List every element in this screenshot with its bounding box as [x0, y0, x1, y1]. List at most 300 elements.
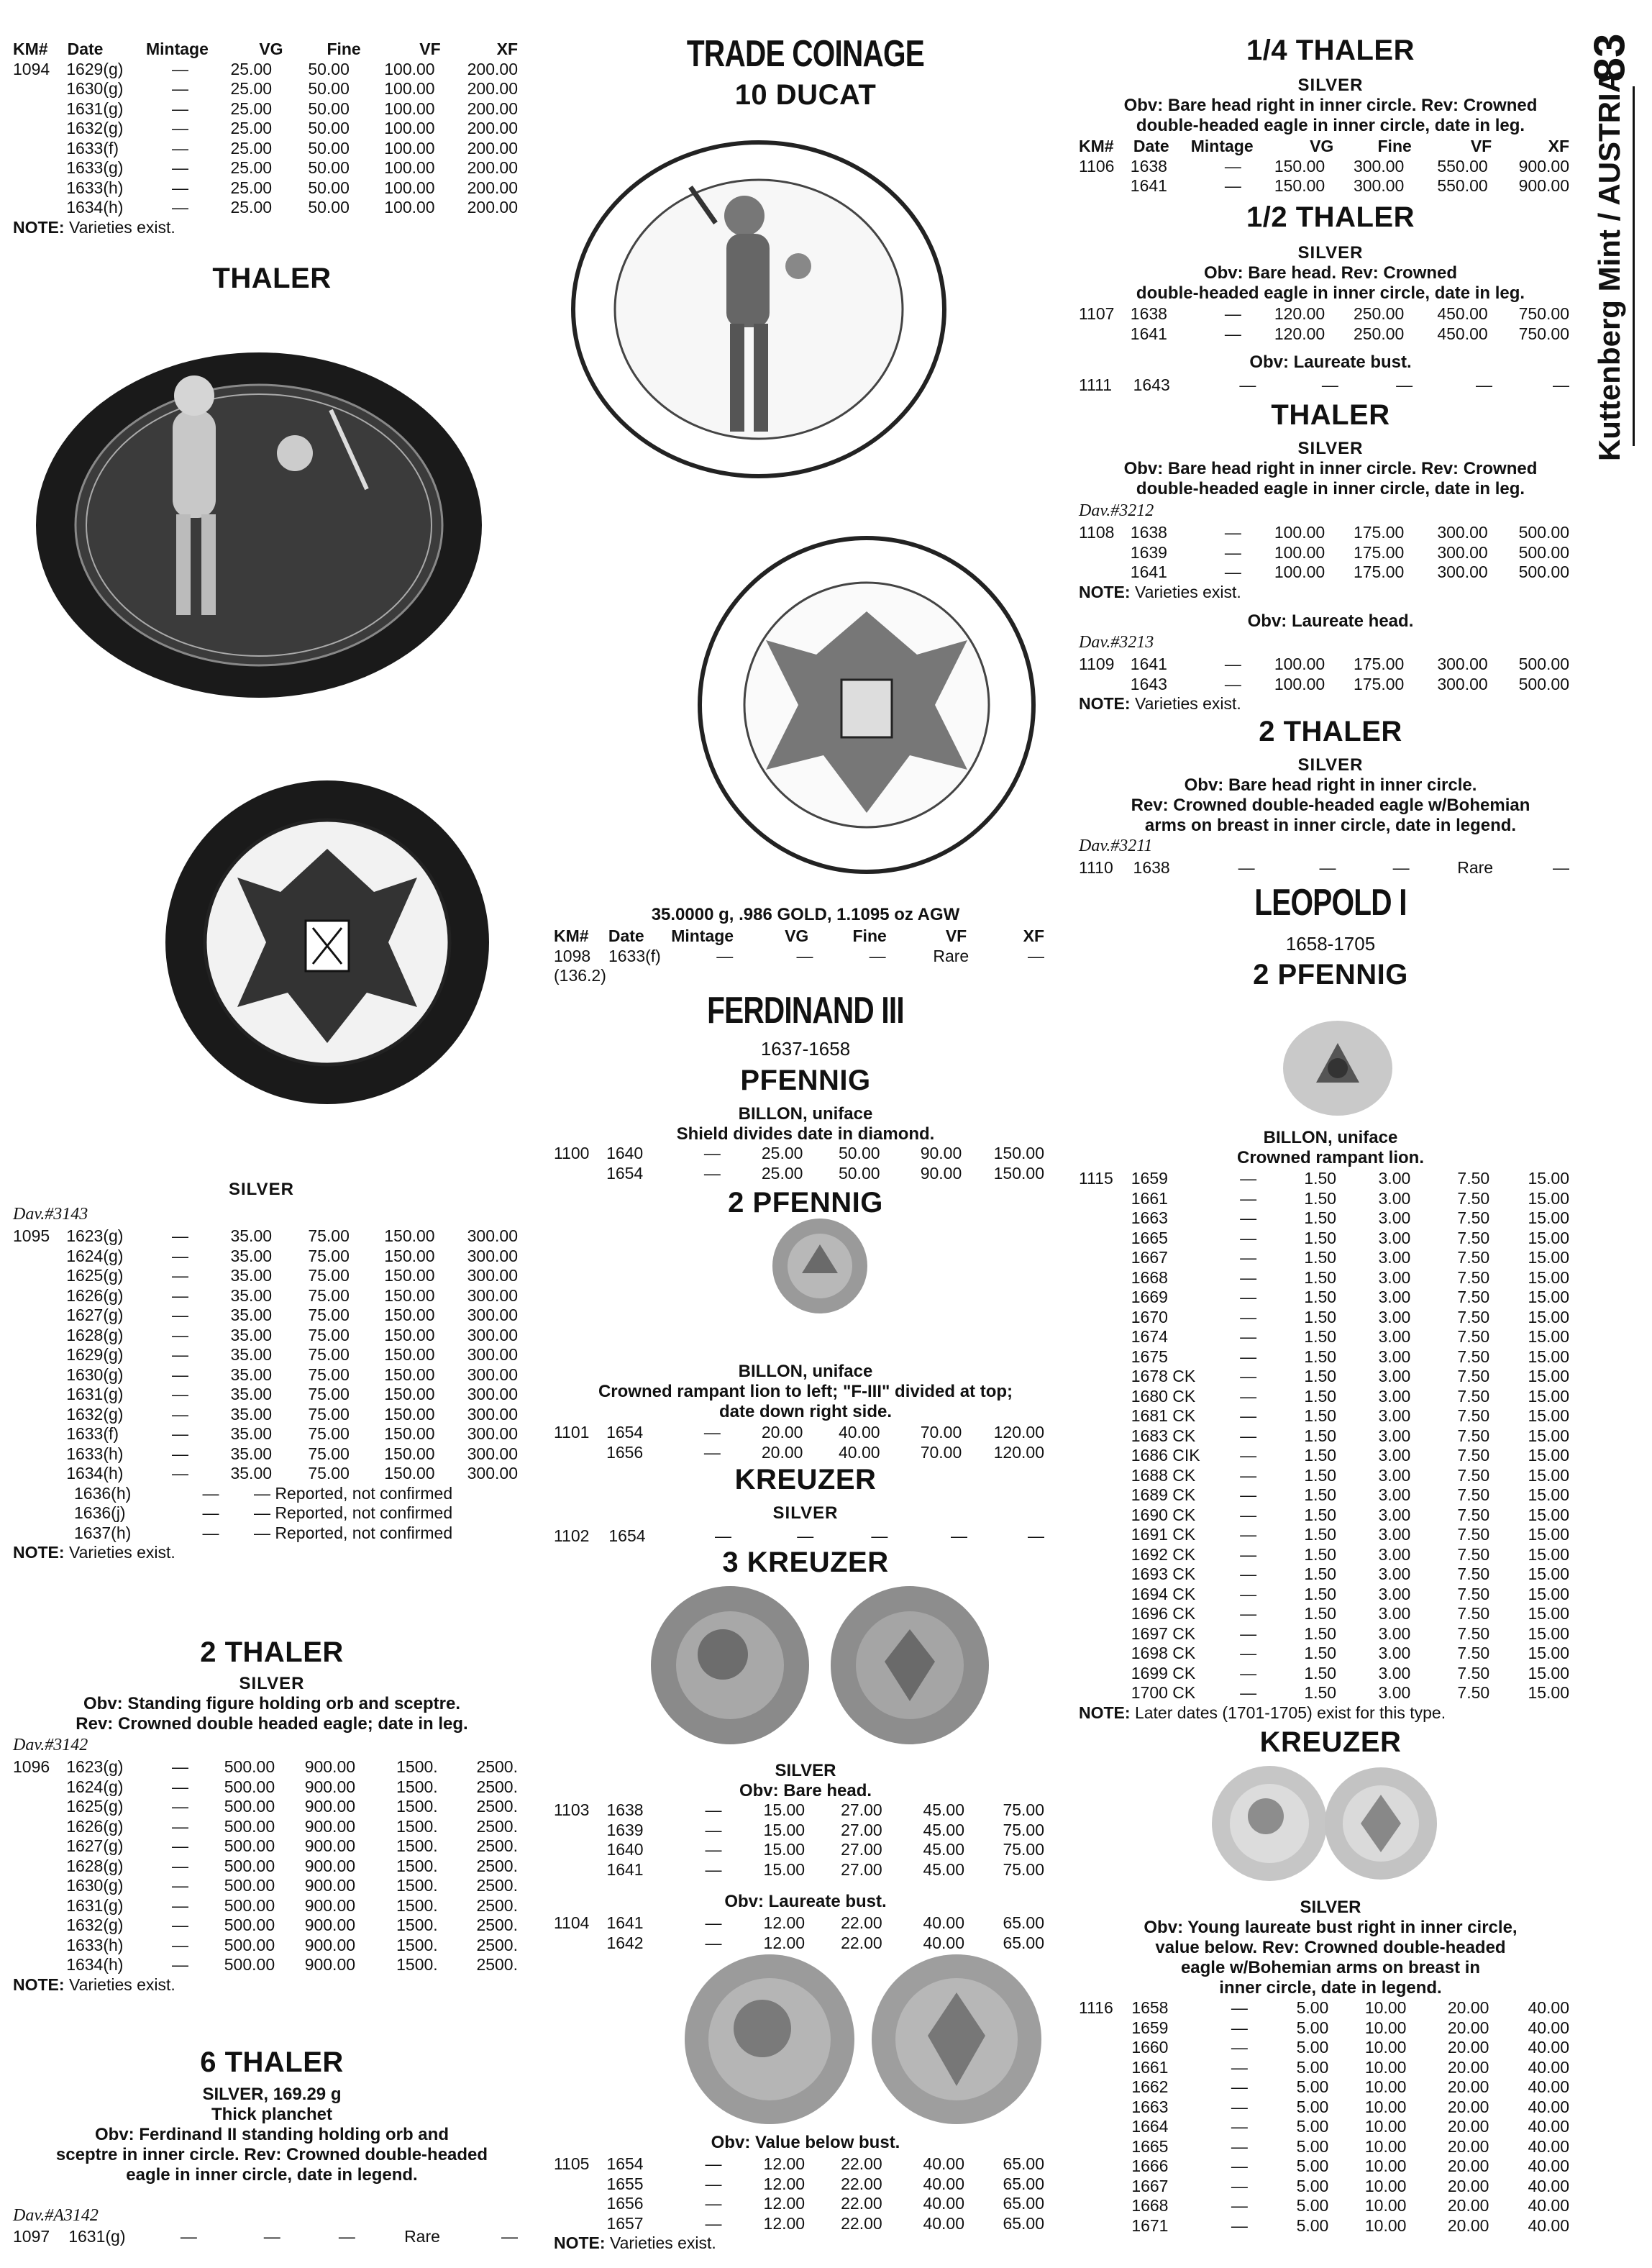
- table-row: [554, 1860, 1057, 1880]
- vf-value: 100.00: [384, 59, 435, 78]
- km1095-reported-table: [13, 1484, 452, 1544]
- date: 1655: [606, 2174, 644, 2193]
- vf-value: 7.50: [1457, 1307, 1490, 1326]
- fine-value: 3.00: [1378, 1386, 1411, 1406]
- km-number: [1079, 1387, 1131, 1407]
- km-number: 1097: [13, 2227, 50, 2246]
- vf-value: 20.00: [1447, 2215, 1489, 2235]
- km-number: [13, 1484, 74, 1504]
- table-row: [1079, 1367, 1582, 1387]
- date: 1628(g): [66, 1325, 124, 1344]
- km-number: 1103: [554, 1800, 590, 1819]
- km-number: [1079, 1308, 1131, 1328]
- km1108-table: [1079, 523, 1582, 583]
- table-row: [1079, 1189, 1582, 1209]
- fine-value: 27.00: [841, 1859, 882, 1879]
- fine-value: 10.00: [1364, 2018, 1407, 2037]
- xf-value: 65.00: [1003, 2174, 1044, 2193]
- fine-value: 10.00: [1364, 2057, 1407, 2077]
- xf-value: 15.00: [1528, 1169, 1569, 1188]
- xf-value: —: [501, 2227, 518, 2246]
- km-number: [13, 1385, 66, 1405]
- table-row: [1079, 375, 1582, 396]
- mintage: —: [171, 1836, 188, 1855]
- km-number: [1079, 675, 1131, 695]
- date: 1633(f): [66, 138, 119, 158]
- vg-value: 100.00: [1274, 563, 1325, 581]
- km-number: [13, 198, 66, 218]
- xf-value: 2500.: [476, 1777, 518, 1796]
- vf-value: 7.50: [1457, 1505, 1490, 1524]
- km-number: 1111: [1079, 375, 1113, 394]
- denomination-title: 2 THALER: [1259, 716, 1402, 747]
- vg-value: 5.00: [1296, 2018, 1329, 2037]
- date: 1660: [1131, 2038, 1169, 2057]
- fine-value: 22.00: [841, 2213, 882, 2233]
- vg-value: 500.00: [224, 1935, 275, 1954]
- two-thaler-title: 2 THALER: [200, 1636, 344, 1668]
- km1116-table: [1079, 1998, 1582, 2236]
- vg-value: 1.50: [1304, 1505, 1337, 1524]
- vf-value: 40.00: [923, 2213, 965, 2233]
- mintage: —: [1240, 1386, 1257, 1406]
- table-row: [1079, 2216, 1582, 2236]
- table-row: [13, 1405, 531, 1425]
- vf-value: 45.00: [923, 1840, 965, 1859]
- vg-value: 35.00: [230, 1226, 273, 1245]
- fine-value: 175.00: [1353, 563, 1405, 581]
- table-row: [1079, 324, 1582, 345]
- vg-value: 5.00: [1296, 1998, 1329, 2017]
- xf-value: 200.00: [467, 119, 518, 137]
- vg-value: 35.00: [230, 1424, 273, 1443]
- mintage: —: [1240, 1644, 1257, 1662]
- km1102-table: [554, 1526, 1057, 1547]
- fine-value: 900.00: [304, 1876, 356, 1895]
- fine-value: 75.00: [308, 1306, 350, 1324]
- vg-value: —: [796, 946, 813, 965]
- km-number: [13, 1817, 66, 1837]
- vg-value: — Reported, not confirmed: [254, 1523, 453, 1542]
- vf-value: 7.50: [1457, 1188, 1490, 1208]
- fine-value: 3.00: [1378, 1604, 1411, 1623]
- denomination-title: 2 PFENNIG: [1253, 959, 1408, 990]
- vf-value: 20.00: [1447, 2157, 1489, 2175]
- km-number: [1079, 1545, 1131, 1565]
- denomination-title: 10 DUCAT: [734, 79, 877, 111]
- vf-value: 7.50: [1457, 1663, 1490, 1682]
- mintage: —: [1231, 2157, 1248, 2175]
- km-number: [1079, 1248, 1131, 1268]
- km-number: [1079, 2157, 1131, 2177]
- vg-value: 1.50: [1304, 1644, 1337, 1662]
- table-row: [1079, 1347, 1582, 1367]
- fine-value: 10.00: [1364, 2077, 1407, 2096]
- km-number: [13, 1286, 66, 1306]
- xf-value: 15.00: [1528, 1248, 1569, 1267]
- mintage: —: [705, 2154, 722, 2173]
- fine-value: 3.00: [1378, 1188, 1411, 1208]
- table-row: [1079, 1446, 1582, 1466]
- date: 1674: [1131, 1327, 1168, 1346]
- km-number: [1079, 1644, 1131, 1664]
- km-number: [1079, 1327, 1131, 1347]
- km-number: [1079, 1624, 1131, 1644]
- date: 1633(h): [66, 1935, 124, 1954]
- date: 1633(f): [608, 946, 661, 965]
- date: 1640: [606, 1144, 644, 1162]
- fine-value: 900.00: [304, 1757, 356, 1776]
- fine-value: 3.00: [1378, 1485, 1411, 1504]
- date: 1693 CK: [1131, 1565, 1196, 1583]
- leopold-two-pfennig-coin-image: [1280, 1018, 1395, 1119]
- vf-value: 90.00: [920, 1144, 962, 1162]
- table-row: [1079, 1387, 1582, 1407]
- vg-value: — Reported, not confirmed: [254, 1483, 453, 1503]
- table-row: [13, 79, 531, 99]
- vg-value: 35.00: [230, 1464, 273, 1483]
- xf-value: 300.00: [467, 1266, 518, 1285]
- date: 1630(g): [66, 1876, 124, 1895]
- xf-value: 300.00: [467, 1444, 518, 1463]
- xf-value: 750.00: [1518, 324, 1569, 343]
- vg-value: 25.00: [230, 119, 273, 137]
- table-row: [13, 1226, 531, 1247]
- vg-value: 500.00: [224, 1955, 275, 1974]
- km-number: [1079, 543, 1131, 563]
- vg-value: 150.00: [1274, 156, 1325, 176]
- vf-value: 1500.: [396, 1816, 438, 1836]
- mintage: —: [716, 946, 734, 965]
- fine-value: 3.00: [1378, 1406, 1411, 1425]
- date: 1625(g): [66, 1266, 124, 1285]
- xf-value: 40.00: [1528, 2157, 1569, 2175]
- mintage: —: [1240, 1623, 1257, 1643]
- km-number: [13, 1306, 66, 1326]
- vf-value: 7.50: [1457, 1584, 1490, 1603]
- xf-value: —: [1553, 858, 1569, 877]
- vg-value: 150.00: [1274, 176, 1325, 195]
- fine-value: 10.00: [1364, 2157, 1407, 2175]
- mintage: —: [1231, 2097, 1248, 2116]
- mintage: —: [1224, 176, 1241, 195]
- xf-value: 2500.: [476, 1797, 518, 1816]
- xf-value: 200.00: [467, 79, 518, 98]
- xf-value: 2500.: [476, 1935, 518, 1954]
- xf-value: 40.00: [1528, 2018, 1569, 2037]
- table-row: [1079, 2098, 1582, 2118]
- km1106-table: [1079, 157, 1582, 196]
- table-row: [1079, 1169, 1582, 1189]
- km-number: [554, 2214, 606, 2234]
- date: 1632(g): [66, 119, 124, 137]
- vg-value: —: [1319, 858, 1336, 877]
- fine-value: 75.00: [308, 1444, 350, 1463]
- vf-value: 40.00: [923, 1913, 965, 1932]
- table-header: KM# Date Mintage VG Fine VF XF: [554, 926, 1044, 945]
- vg-value: 1.50: [1304, 1663, 1337, 1682]
- km-number: [13, 1266, 66, 1286]
- km1096-block: [13, 1757, 531, 1995]
- fine-value: 75.00: [308, 1226, 350, 1245]
- km-number: [13, 1916, 66, 1936]
- km-number: [1079, 1406, 1131, 1426]
- km-number: [1079, 1525, 1131, 1545]
- date: 1656: [606, 2194, 644, 2213]
- date: 1665: [1131, 2136, 1169, 2156]
- date: 1662: [1131, 2077, 1169, 2096]
- xf-value: 2500.: [476, 1836, 518, 1855]
- km1098-block: [554, 926, 1057, 985]
- fine-value: 22.00: [841, 2174, 882, 2193]
- vg-value: 25.00: [230, 178, 273, 197]
- fine-value: 27.00: [841, 1800, 882, 1819]
- vf-value: 1500.: [396, 1777, 438, 1796]
- description: SILVER, 169.29 g Thick planchet Obv: Ferdinand II standing holding orb and sceptre in inner circle. Rev: Crowned double-headed eagle in inner circle, date in legend.: [55, 2085, 488, 2185]
- mintage: —: [714, 1526, 731, 1545]
- xf-value: —: [1553, 375, 1569, 394]
- xf-value: 120.00: [993, 1442, 1044, 1462]
- mintage: —: [705, 2213, 722, 2233]
- xf-value: 300.00: [467, 1285, 518, 1305]
- table-row: [13, 1876, 531, 1896]
- vg-value: 100.00: [1274, 523, 1325, 542]
- table-header: KM# Date Mintage VG Fine VF XF: [1079, 137, 1569, 155]
- vg-value: 12.00: [763, 1913, 806, 1932]
- xf-value: 300.00: [467, 1246, 518, 1265]
- date: 1626(g): [66, 1816, 124, 1836]
- date: 1661: [1131, 2057, 1169, 2077]
- fine-value: 10.00: [1364, 2196, 1407, 2215]
- table-row: [1079, 1644, 1582, 1664]
- km-number: [13, 1876, 66, 1896]
- fine-value: 250.00: [1353, 324, 1405, 343]
- date: 1667: [1131, 2176, 1169, 2195]
- vf-value: 7.50: [1457, 1267, 1490, 1287]
- vf-value: 40.00: [923, 2174, 965, 2193]
- fine-value: 3.00: [1378, 1288, 1411, 1306]
- km-number: [13, 1345, 66, 1365]
- vg-value: 20.00: [761, 1423, 803, 1442]
- date: 1631(g): [66, 99, 124, 118]
- km-number: [1079, 2137, 1131, 2157]
- table-row: [1079, 1506, 1582, 1526]
- mintage: —: [1231, 2077, 1248, 2096]
- denomination-title: 2 PFENNIG: [728, 1187, 883, 1219]
- vf-value: 7.50: [1457, 1386, 1490, 1406]
- mintage: —: [1224, 156, 1241, 176]
- xf-value: 15.00: [1528, 1406, 1569, 1425]
- vf-value: 7.50: [1457, 1347, 1490, 1366]
- xf-value: 15.00: [1528, 1544, 1569, 1564]
- date: 1640: [606, 1840, 644, 1859]
- fine-value: 75.00: [308, 1385, 350, 1403]
- vg-value: 1.50: [1304, 1584, 1337, 1603]
- km1101-table: [554, 1423, 1057, 1462]
- fine-value: 3.00: [1378, 1565, 1411, 1583]
- table-row: [1079, 1585, 1582, 1605]
- three-kreuzer-coin-images: [647, 1582, 992, 1748]
- note: NOTE: Later dates (1701-1705) exist for this type.: [1079, 1703, 1446, 1722]
- xf-value: 65.00: [1003, 2213, 1044, 2233]
- date: 1636(j): [74, 1503, 126, 1522]
- km1095-table: [13, 1226, 531, 1484]
- mintage: —: [171, 1325, 188, 1344]
- mintage: —: [703, 1442, 721, 1462]
- table-row: [1079, 1624, 1582, 1644]
- fine-value: 3.00: [1378, 1544, 1411, 1564]
- date: 1638: [1133, 858, 1170, 877]
- six-thaler-title: 6 THALER: [200, 2046, 344, 2078]
- fine-value: 22.00: [841, 1933, 882, 1952]
- vf-value: 7.50: [1457, 1169, 1490, 1188]
- mintage: —: [171, 1935, 188, 1954]
- vg-value: 1.50: [1304, 1623, 1337, 1643]
- denomination-title: 3 KREUZER: [722, 1547, 889, 1578]
- xf-value: 40.00: [1528, 2117, 1569, 2136]
- vf-value: 150.00: [384, 1325, 435, 1344]
- km1100-table: [554, 1144, 1057, 1183]
- fine-value: 3.00: [1378, 1446, 1411, 1465]
- vg-value: 25.00: [230, 158, 273, 177]
- table-row: [1079, 2018, 1582, 2039]
- table-row: [1079, 1406, 1582, 1426]
- table-row: [13, 178, 531, 199]
- xf-value: 15.00: [1528, 1347, 1569, 1366]
- xf-value: 200.00: [467, 178, 518, 197]
- description: Obv: Bare head right in inner circle. Rev: Crowned double-headed eagle in inner circle, date in leg.: [1123, 96, 1538, 135]
- denomination-title: THALER: [1271, 399, 1390, 431]
- running-head-rule: [1633, 86, 1635, 446]
- km-number: 1098: [554, 946, 591, 965]
- mintage: —: [171, 1856, 188, 1875]
- xf-value: 15.00: [1528, 1307, 1569, 1326]
- vf-value: 7.50: [1457, 1327, 1490, 1346]
- km-number: [1079, 1466, 1131, 1486]
- date: 1675: [1131, 1347, 1168, 1366]
- km1115-table: [1079, 1169, 1582, 1703]
- vf-value: 7.50: [1457, 1228, 1490, 1247]
- date: 1671: [1131, 2215, 1169, 2235]
- km-number: [13, 1955, 66, 1975]
- vg-value: 1.50: [1304, 1565, 1337, 1583]
- km-number: [13, 158, 66, 178]
- km1116-block: [1079, 1998, 1582, 2236]
- table-row: [1079, 523, 1582, 543]
- vg-value: 500.00: [224, 1916, 275, 1934]
- mintage: —: [171, 1464, 188, 1483]
- date: 1641: [1130, 655, 1167, 673]
- mintage: —: [1240, 1267, 1257, 1287]
- date: 1643: [1130, 674, 1167, 693]
- km1107-block: [1079, 304, 1582, 344]
- date: 1633(h): [66, 1444, 124, 1463]
- mintage: —: [1224, 655, 1241, 673]
- vg-value: 100.00: [1274, 655, 1325, 673]
- note: NOTE: Varieties exist.: [13, 1975, 175, 1994]
- vf-value: 1500.: [396, 1895, 438, 1915]
- km-number: [1079, 2196, 1131, 2216]
- table-row: [13, 1817, 531, 1837]
- xf-value: 65.00: [1003, 1913, 1044, 1932]
- km-number: [1079, 2018, 1131, 2039]
- date: 1690 CK: [1131, 1505, 1196, 1524]
- table-row: [13, 1266, 531, 1286]
- mintage: —: [1240, 1426, 1257, 1445]
- km-number: [1079, 2177, 1131, 2197]
- date: 1665: [1131, 1228, 1168, 1247]
- vg-value: 500.00: [224, 1836, 275, 1855]
- km1094-block: [13, 40, 531, 237]
- vf-value: 100.00: [384, 158, 435, 177]
- fine-value: 50.00: [308, 138, 350, 158]
- table-row: [1079, 2117, 1582, 2137]
- mintage: —: [1224, 523, 1241, 542]
- xf-value: 300.00: [467, 1345, 518, 1364]
- fine-value: 3.00: [1378, 1683, 1411, 1702]
- date: 1637(h): [74, 1523, 132, 1542]
- date: 1636(h): [74, 1483, 132, 1503]
- vg-value: 500.00: [224, 1777, 275, 1796]
- table-row: [1079, 1308, 1582, 1328]
- vf-value: 1500.: [396, 1955, 438, 1974]
- date: 1680 CK: [1131, 1386, 1196, 1406]
- mintage: —: [171, 79, 188, 98]
- km-number: [13, 1424, 66, 1444]
- xf-value: 300.00: [467, 1325, 518, 1344]
- fine-value: 10.00: [1364, 2136, 1407, 2156]
- fine-value: 75.00: [308, 1404, 350, 1424]
- xf-value: 40.00: [1528, 2097, 1569, 2116]
- mintage: —: [1240, 1485, 1257, 1504]
- km-number: [1079, 2038, 1131, 2058]
- fine-value: —: [338, 2227, 355, 2246]
- running-head: [1585, 22, 1634, 462]
- mintage: —: [171, 1365, 188, 1384]
- mintage: —: [1231, 2136, 1248, 2156]
- mintage: —: [1240, 1406, 1257, 1425]
- vf-value: 7.50: [1457, 1248, 1490, 1267]
- fine-value: 900.00: [304, 1777, 356, 1796]
- vf-value: Rare: [1457, 858, 1494, 877]
- date: 1627(g): [66, 1306, 124, 1324]
- xf-value: 40.00: [1528, 1998, 1569, 2017]
- vg-value: 35.00: [230, 1385, 273, 1403]
- fine-value: —: [869, 946, 886, 965]
- table-row: [554, 2154, 1057, 2174]
- table-row: [554, 1423, 1057, 1443]
- vg-value: 15.00: [763, 1840, 806, 1859]
- vf-value: 1500.: [396, 1935, 438, 1954]
- fine-value: 22.00: [841, 2194, 882, 2213]
- date: 1668: [1131, 2196, 1169, 2215]
- km-number: 1095: [13, 1226, 50, 1245]
- vf-value: 1500.: [396, 1916, 438, 1934]
- table-row: [13, 1524, 452, 1544]
- xf-value: 75.00: [1003, 1840, 1044, 1859]
- fine-value: 75.00: [308, 1266, 350, 1285]
- vf-value: 7.50: [1457, 1544, 1490, 1564]
- vf-value: 40.00: [923, 2154, 965, 2173]
- table-row: [13, 1286, 531, 1306]
- vf-value: 7.50: [1457, 1565, 1490, 1583]
- mintage: —: [1224, 324, 1241, 343]
- mintage: —: [705, 1800, 722, 1819]
- vg-value: 12.00: [763, 2154, 806, 2173]
- metal: SILVER: [1297, 755, 1364, 775]
- date: 1642: [606, 1933, 644, 1952]
- vf-value: 20.00: [1447, 1998, 1489, 2017]
